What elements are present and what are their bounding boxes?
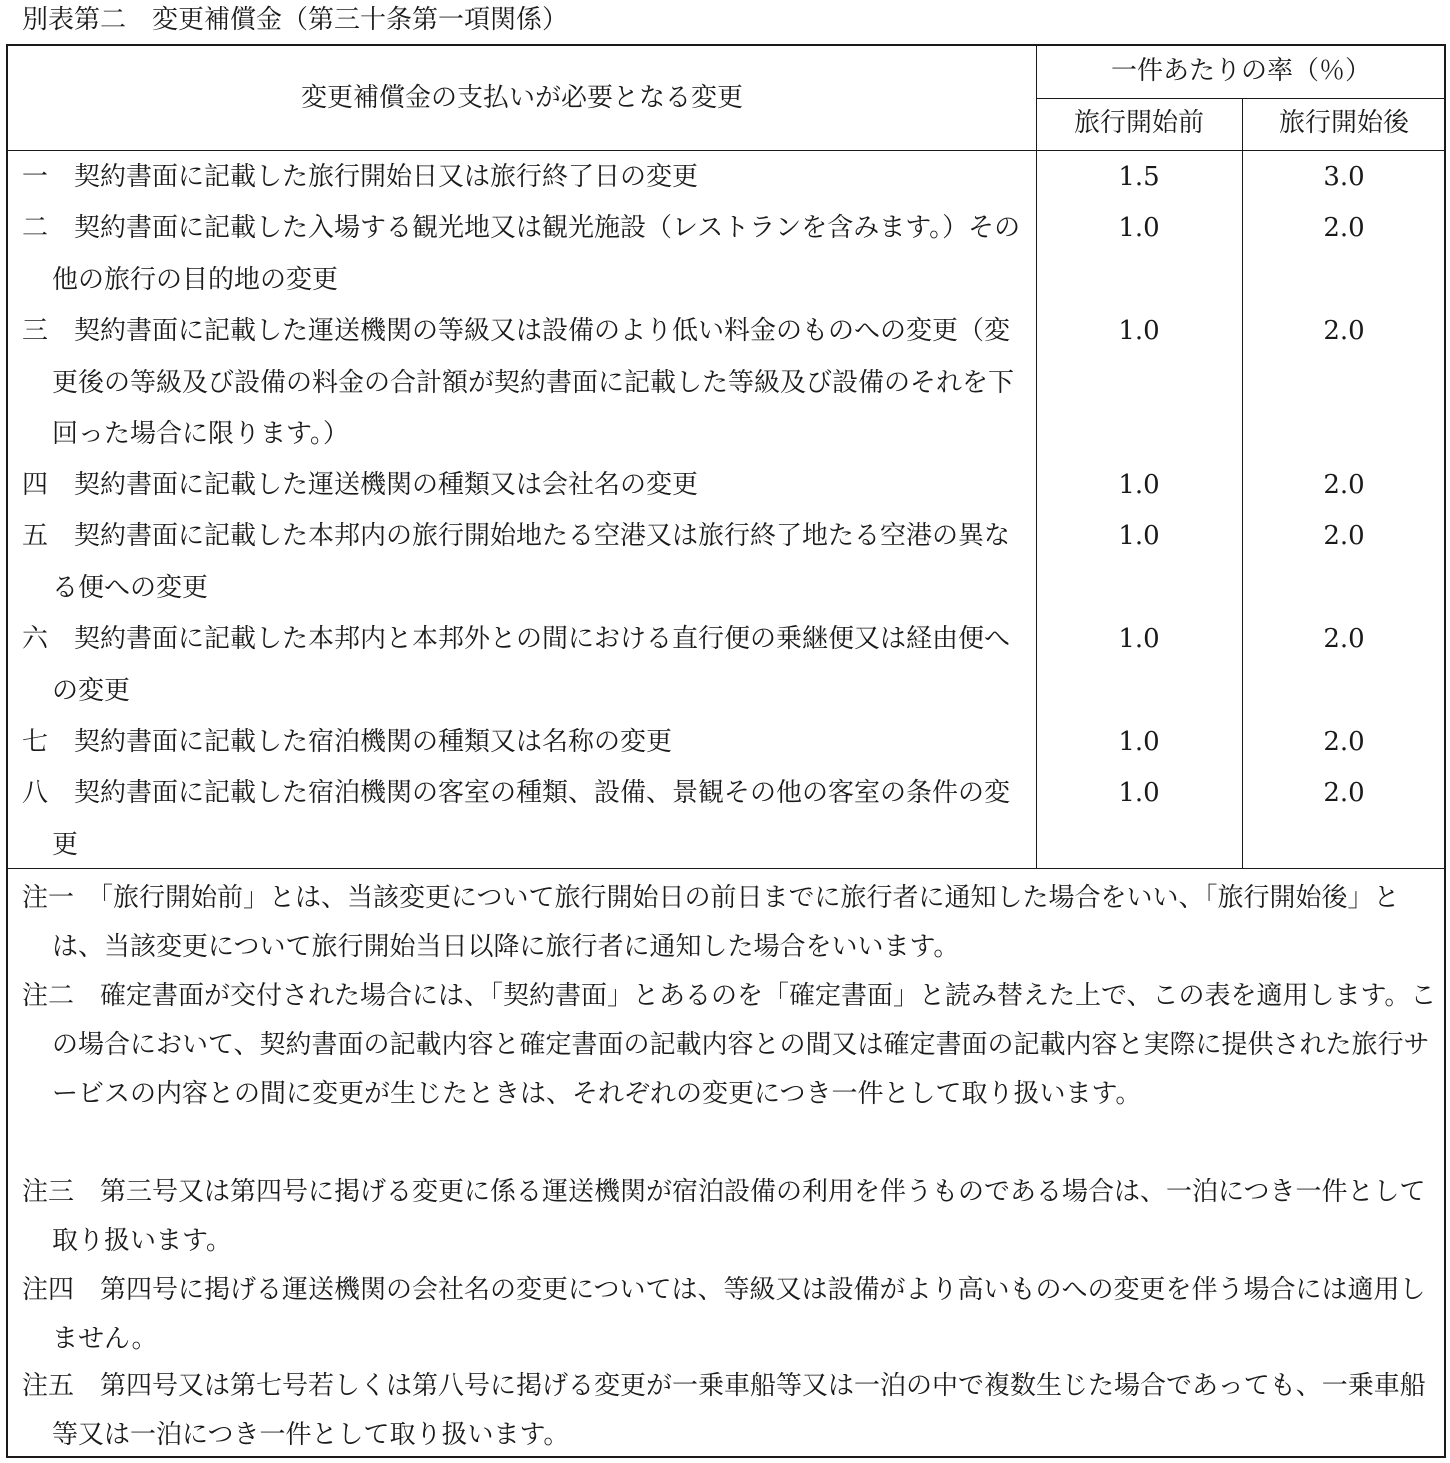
header-change-column: 変更補償金の支払いが必要となる変更: [300, 83, 743, 113]
header-bottom-divider: [8, 150, 1446, 151]
row-6-text: 六 契約書面に記載した本邦内と本邦外との間における直行便の乗継便又は経由便への変更: [22, 624, 1011, 706]
note-2: 注二 確定書面が交付された場合には、「契約書面」とあるのを「確定書面」と読み替えた上で、この表を適用します。この場合において、契約書面の記載内容と確定書面の記載内容との間又は確定書面の記載内容と実際に提供された旅行サービスの内容との間に変更が生じたときは、それぞれの変更につき一件として取り扱います。: [22, 981, 1437, 1109]
header-before-start: 旅行開始前: [1073, 108, 1204, 138]
row-8-before: 1.0: [1118, 778, 1160, 808]
row-3-before: 1.0: [1118, 316, 1160, 346]
page-title: 別表第二 変更補償金（第三十条第一項関係）: [22, 5, 569, 35]
compensation-table: [6, 44, 1446, 1458]
row-4-text: 四 契約書面に記載した運送機関の種類又は会社名の変更: [22, 470, 699, 500]
column-divider-1: [1036, 46, 1037, 868]
note-4: 注四 第四号に掲げる運送機関の会社名の変更については、等級又は設備がより高いものへの変更を伴う場合には適用しません。: [22, 1275, 1426, 1354]
row-4-before: 1.0: [1118, 470, 1160, 500]
row-2-before: 1.0: [1118, 213, 1160, 243]
row-7-text: 七 契約書面に記載した宿泊機関の種類又は名称の変更: [22, 727, 673, 757]
row-8-after: 2.0: [1323, 778, 1365, 808]
row-6-after: 2.0: [1323, 624, 1365, 654]
row-1-text: 一 契約書面に記載した旅行開始日又は旅行終了日の変更: [22, 162, 699, 192]
row-3-text: 三 契約書面に記載した運送機関の等級又は設備のより低い料金のものへの変更（変更後の等級及び設備の料金の合計額が契約書面に記載した等級及び設備のそれを下回った場合に限ります。）: [22, 316, 1015, 449]
row-5-before: 1.0: [1118, 521, 1160, 551]
row-1-after: 3.0: [1323, 162, 1365, 192]
row-5-after: 2.0: [1323, 521, 1365, 551]
row-7-after: 2.0: [1323, 727, 1365, 757]
row-2-text: 二 契約書面に記載した入場する観光地又は観光施設（レストランを含みます。）その他の旅行の目的地の変更: [22, 213, 1021, 295]
row-2-after: 2.0: [1323, 213, 1365, 243]
row-4-after: 2.0: [1323, 470, 1365, 500]
row-7-before: 1.0: [1118, 727, 1160, 757]
row-5-text: 五 契約書面に記載した本邦内の旅行開始地たる空港又は旅行終了地たる空港の異なる便への変更: [22, 521, 1011, 603]
row-1-before: 1.5: [1118, 162, 1160, 192]
header-rate-group: 一件あたりの率（％）: [1110, 56, 1371, 86]
column-divider-2: [1242, 98, 1243, 868]
row-6-before: 1.0: [1118, 624, 1160, 654]
note-5: 注五 第四号又は第七号若しくは第八号に掲げる変更が一乗車船等又は一泊の中で複数生じた場合であっても、一乗車船等又は一泊につき一件として取り扱います。: [22, 1371, 1426, 1450]
row-8-text: 八 契約書面に記載した宿泊機関の客室の種類、設備、景観その他の客室の条件の変更: [22, 778, 1011, 860]
note-1: 注一 「旅行開始前」とは、当該変更について旅行開始日の前日までに旅行者に通知した場合をいい、「旅行開始後」とは、当該変更について旅行開始当日以降に旅行者に通知した場合をいいます。: [22, 883, 1400, 962]
note-3: 注三 第三号又は第四号に掲げる変更に係る運送機関が宿泊設備の利用を伴うものである場合は、一泊につき一件として取り扱います。: [22, 1177, 1426, 1256]
header-after-start: 旅行開始後: [1278, 108, 1409, 138]
row-3-after: 2.0: [1323, 316, 1365, 346]
